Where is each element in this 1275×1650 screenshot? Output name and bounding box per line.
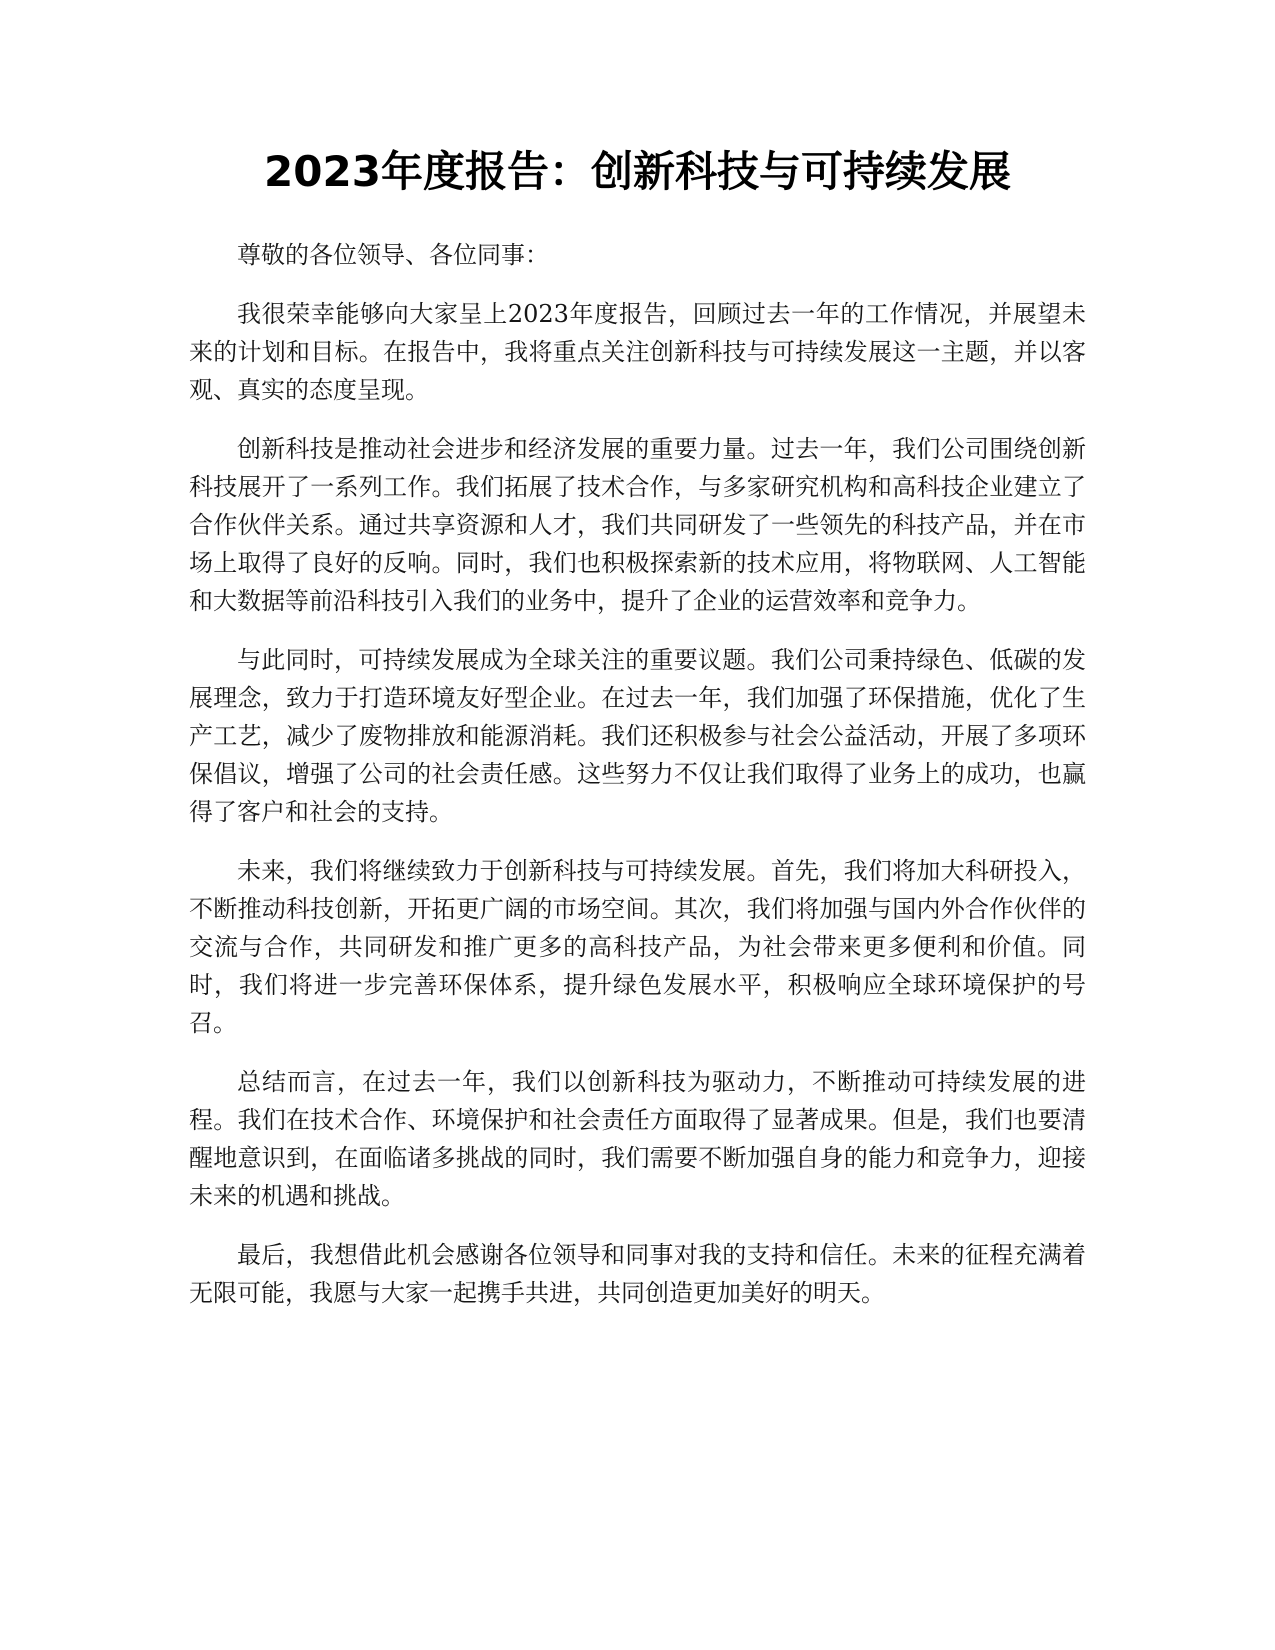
paragraph-introduction: 我很荣幸能够向大家呈上2023年度报告，回顾过去一年的工作情况，并展望未来的计划和目标。在报告中，我将重点关注创新科技与可持续发展这一主题，并以客观、真实的态度呈现。 xyxy=(189,300,1086,404)
paragraph-sustainability: 与此同时，可持续发展成为全球关注的重要议题。我们公司秉持绿色、低碳的发展理念，致力于打造环境友好型企业。在过去一年，我们加强了环保措施，优化了生产工艺，减少了废物排放和能源消耗。我们还积极参与社会公益活动，开展了多项环保倡议，增强了公司的社会责任感。这些努力不仅让我们取得了业务上的成功，也赢得了客户和社会的支持。 xyxy=(189,646,1086,826)
document-title: 2023年度报告：创新科技与可持续发展 xyxy=(264,147,1011,196)
paragraph-summary: 总结而言，在过去一年，我们以创新科技为驱动力，不断推动可持续发展的进程。我们在技术合作、环境保护和社会责任方面取得了显著成果。但是，我们也要清醒地意识到，在面临诸多挑战的同时，我们需要不断加强自身的能力和竞争力，迎接未来的机遇和挑战。 xyxy=(189,1068,1086,1210)
paragraph-innovation: 创新科技是推动社会进步和经济发展的重要力量。过去一年，我们公司围绕创新科技展开了一系列工作。我们拓展了技术合作，与多家研究机构和高科技企业建立了合作伙伴关系。通过共享资源和人才，我们共同研发了一些领先的科技产品，并在市场上取得了良好的反响。同时，我们也积极探索新的技术应用，将物联网、人工智能和大数据等前沿科技引入我们的业务中，提升了企业的运营效率和竞争力。 xyxy=(189,435,1086,615)
paragraph-closing: 最后，我想借此机会感谢各位领导和同事对我的支持和信任。未来的征程充满着无限可能，我愿与大家一起携手共进，共同创造更加美好的明天。 xyxy=(189,1241,1086,1307)
paragraph-future-plans: 未来，我们将继续致力于创新科技与可持续发展。首先，我们将加大科研投入，不断推动科技创新，开拓更广阔的市场空间。其次，我们将加强与国内外合作伙伴的交流与合作，共同研发和推广更多的高科技产品，为社会带来更多便利和价值。同时，我们将进一步完善环保体系，提升绿色发展水平，积极响应全球环境保护的号召。 xyxy=(189,857,1086,1037)
paragraph-greeting: 尊敬的各位领导、各位同事： xyxy=(237,241,549,269)
document-body xyxy=(189,236,1086,1312)
